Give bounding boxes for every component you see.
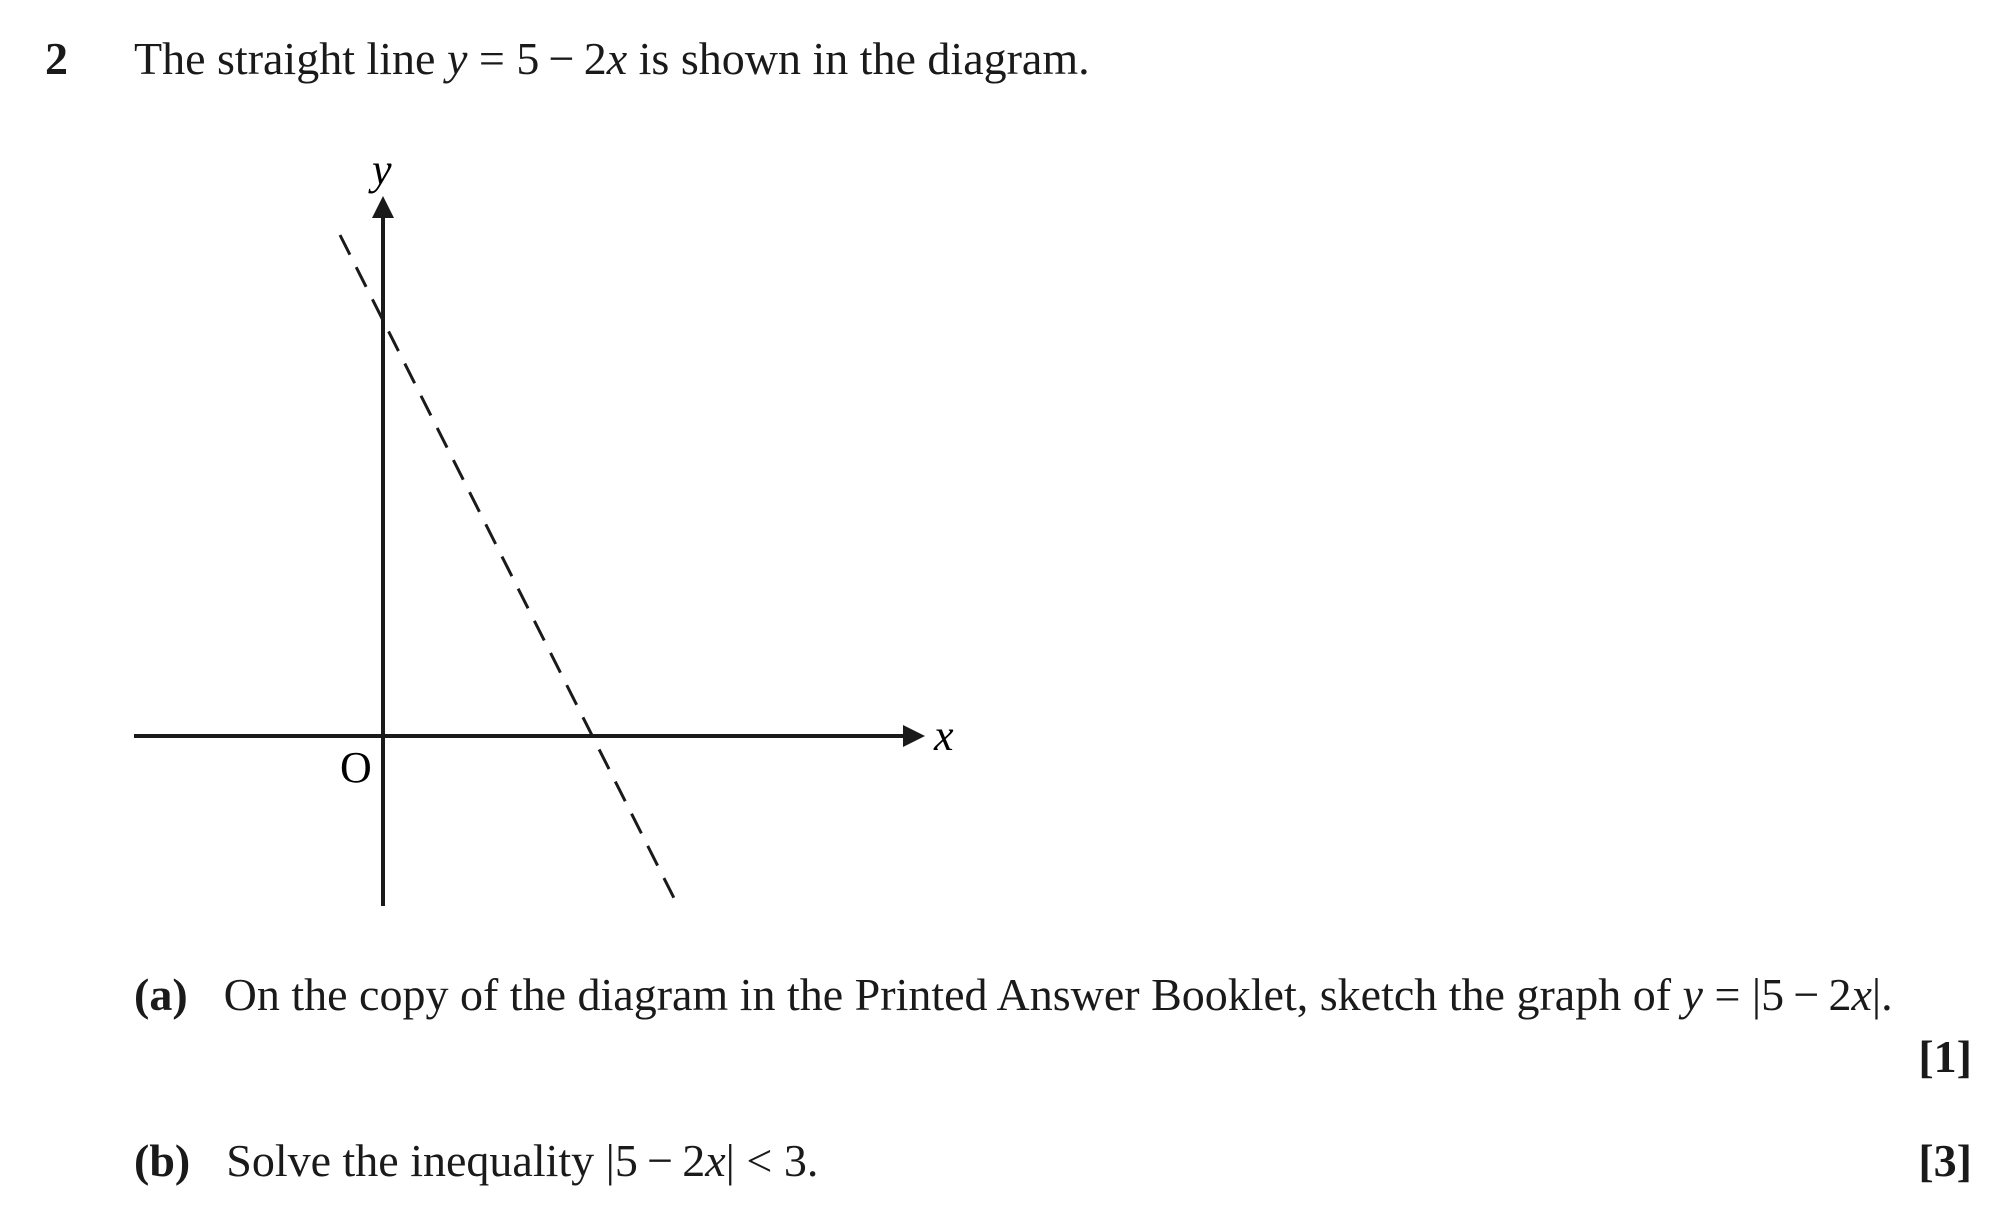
x-axis-label: x bbox=[934, 711, 954, 760]
stem-text-after: is shown in the diagram. bbox=[627, 33, 1090, 84]
dashed-line-graph bbox=[340, 235, 678, 906]
y-axis-label: y bbox=[372, 145, 392, 194]
part-b-label: (b) bbox=[134, 1135, 191, 1186]
part-a-text: On the copy of the diagram in the Printed Answer Booklet, sketch the graph of bbox=[223, 969, 1683, 1020]
part-b-eq-end: | < 3. bbox=[725, 1135, 819, 1186]
part-b-marks: [3] bbox=[1918, 1135, 1972, 1186]
part-a bbox=[134, 968, 1893, 1021]
part-a-eq-end: |. bbox=[1871, 969, 1893, 1020]
question-number: 2 bbox=[45, 33, 68, 84]
part-b-text: Solve the inequality |5 − 2 bbox=[226, 1135, 706, 1186]
part-a-label: (a) bbox=[134, 969, 188, 1020]
x-axis-arrow-icon bbox=[903, 725, 925, 747]
stem-eq-y: y bbox=[446, 33, 468, 84]
part-a-eq-x: x bbox=[1851, 969, 1872, 1020]
stem-eq-mid: = 5 − 2 bbox=[467, 33, 607, 84]
part-a-marks: [1] bbox=[1918, 1031, 1972, 1082]
stem-text-before: The straight line bbox=[134, 33, 447, 84]
origin-label: O bbox=[340, 743, 372, 792]
y-axis-arrow-icon bbox=[372, 196, 394, 218]
stem-eq-x: x bbox=[606, 33, 628, 84]
part-a-eq-y: y bbox=[1682, 969, 1703, 1020]
part-b-eq-x: x bbox=[705, 1135, 726, 1186]
part-a-eq-mid: = |5 − 2 bbox=[1702, 969, 1852, 1020]
part-b bbox=[134, 1134, 818, 1187]
